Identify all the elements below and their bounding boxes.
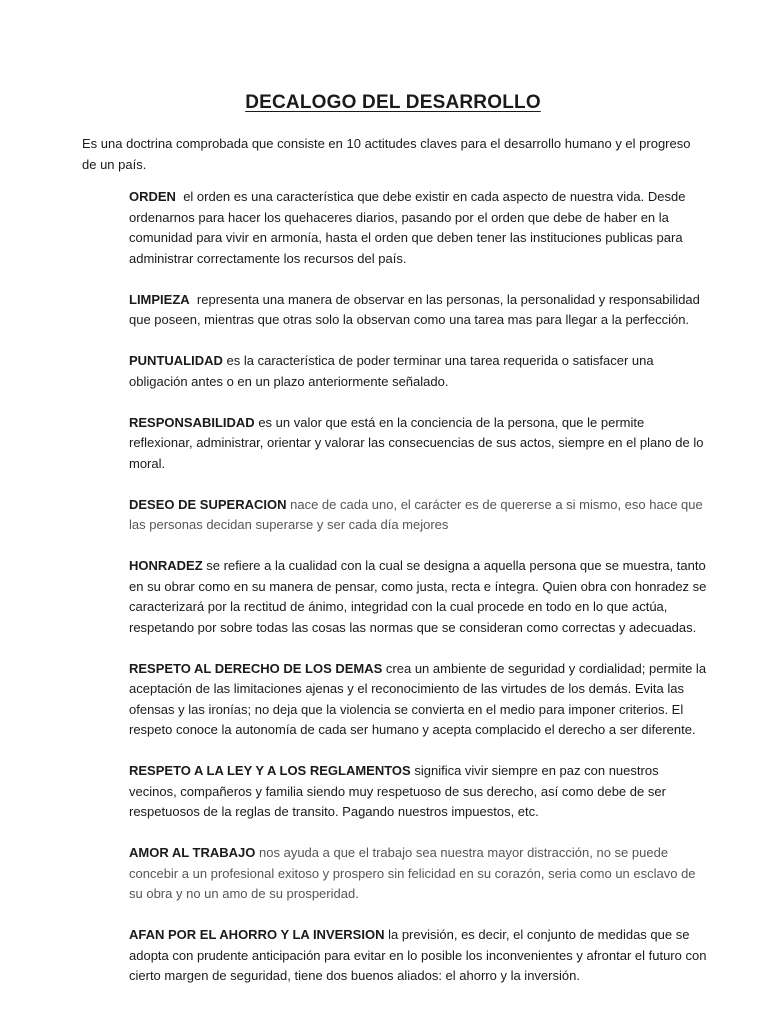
item-term: DESEO DE SUPERACION <box>129 496 287 512</box>
page-title: DECALOGO DEL DESARROLLO <box>245 92 541 113</box>
item-definition: el orden es una característica que debe existir en cada aspecto de nuestra vida. Desde ordenarnos para hacer los quehaceres diarios, pasando por el orden que debe de haber en la comunidad para vivir en armonía, hasta el orden que deben tener las instituciones publicas para administrar correctamente los recursos del país. <box>129 189 686 266</box>
item-definition: representa una manera de observar en las personas, la personalidad y responsabilidad que poseen, mientras que otras solo la observan como una tarea mas para llegar a la perfección. <box>129 291 700 327</box>
item-definition: crea un ambiente de seguridad y cordialidad; permite la aceptación de las limitaciones ajenas y el reconocimiento de las virtudes de los demás. Evita las ofensas y las ironías; no deja que la violencia se convierta en el medio para imponer criterios. El respeto conoce la autonomía de cada ser humano y acepta complacido el derecho a ser diferente. <box>129 660 707 737</box>
item-term: AFAN POR EL AHORRO Y LA INVERSION <box>129 927 385 942</box>
list-item-amor-al-trabajo <box>129 843 709 905</box>
item-definition: nace de cada uno, el carácter es de quererse a si mismo, eso hace que las personas decidan superarse y ser cada día mejores <box>129 496 703 532</box>
item-term: PUNTUALIDAD <box>129 353 223 368</box>
item-term: RESPETO AL DERECHO DE LOS DEMAS <box>129 660 383 676</box>
list-item-limpieza <box>129 290 709 331</box>
item-definition: la previsión, es decir, el conjunto de medidas que se adopta con prudente anticipación para evitar en lo posible los inconvenientes y afrontar el futuro con cierto margen de seguridad, tiene dos buenos aliados: el ahorro y la inversión. <box>129 927 707 983</box>
item-definition: se refiere a la cualidad con la cual se designa a aquella persona que se muestra, tanto en su obrar como en su manera de pensar, como justa, recta e íntegra. Quien obra con honradez se caracterizará por la rectitud de ánimo, integridad con la cual procede en todo en lo que actúa, respetando por sobre todas las cosas las normas que se consideran como correctas y adecuadas. <box>129 558 707 635</box>
item-definition: es un valor que está en la conciencia de la persona, que le permite reflexionar, administrar, orientar y valorar las consecuencias de sus actos, siempre en el plano de lo moral. <box>129 414 704 471</box>
item-term: RESPONSABILIDAD <box>129 414 255 430</box>
list-item-orden <box>129 187 709 269</box>
list-item-respeto-ley <box>129 761 709 823</box>
item-definition: es la característica de poder terminar una tarea requerida o satisfacer una obligación antes o en un plazo anteriormente señalado. <box>129 353 654 389</box>
list-item-puntualidad <box>129 351 709 392</box>
list-item-respeto-derecho <box>129 659 709 741</box>
list-item-responsabilidad <box>129 413 709 475</box>
item-term: LIMPIEZA <box>129 291 190 307</box>
item-term: HONRADEZ <box>129 558 203 573</box>
list-item-deseo-de-superacion <box>129 495 709 536</box>
decalogue-list <box>129 187 709 1007</box>
item-term: AMOR AL TRABAJO <box>129 845 256 860</box>
item-term: ORDEN <box>129 189 176 204</box>
intro-paragraph: Es una doctrina comprobada que consiste en 10 actitudes claves para el desarrollo humano y el progreso de un país. <box>82 136 691 172</box>
list-item-ahorro-inversion <box>129 925 709 987</box>
item-term: RESPETO A LA LEY Y A LOS REGLAMENTOS <box>129 763 411 778</box>
list-item-honradez <box>129 556 709 638</box>
item-definition: nos ayuda a que el trabajo sea nuestra mayor distracción, no se puede concebir a un profesional exitoso y prospero sin felicidad en su corazón, seria como un esclavo de su obra y no un amo de su prosperidad. <box>129 845 696 901</box>
item-definition: significa vivir siempre en paz con nuestros vecinos, compañeros y familia siendo muy respetuoso de sus derecho, así como debe de ser respetuosos de la reglas de transito. Pagando nuestros impuestos, etc. <box>129 763 666 819</box>
